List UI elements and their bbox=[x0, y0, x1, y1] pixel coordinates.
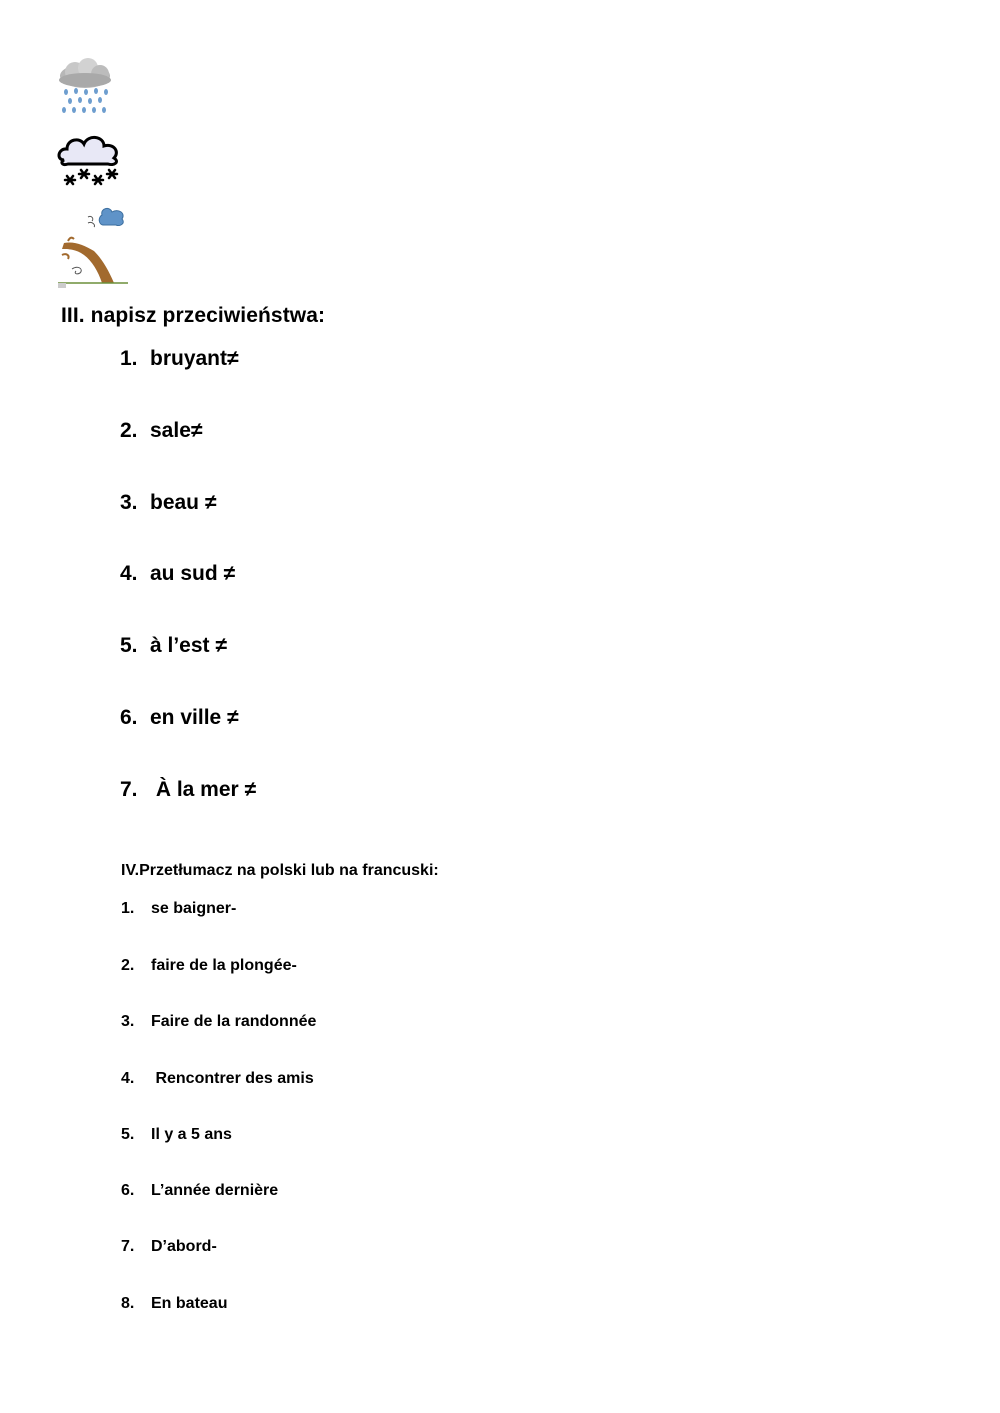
wind-tree-icon bbox=[58, 203, 130, 289]
list-item bbox=[121, 1295, 227, 1313]
item-text: beau ≠ bbox=[150, 491, 217, 514]
list-item bbox=[121, 900, 236, 918]
list-item bbox=[121, 1238, 217, 1256]
item-text: faire de la plongée- bbox=[151, 957, 297, 974]
item-number: 8. bbox=[121, 1295, 135, 1312]
item-number: 5. bbox=[121, 1126, 135, 1143]
list-item bbox=[121, 1182, 278, 1200]
list-item bbox=[121, 1013, 316, 1031]
item-text: Rencontrer des amis bbox=[151, 1070, 314, 1087]
item-text: À la mer ≠ bbox=[150, 778, 257, 801]
list-item bbox=[120, 778, 256, 802]
list-item bbox=[120, 347, 239, 371]
item-text: bruyant≠ bbox=[150, 347, 239, 370]
item-text: En bateau bbox=[151, 1295, 228, 1312]
item-number: 3. bbox=[121, 1013, 135, 1030]
item-text: au sud ≠ bbox=[150, 562, 236, 585]
list-item bbox=[121, 957, 297, 975]
item-number: 6. bbox=[120, 706, 138, 729]
item-number: 2. bbox=[121, 957, 135, 974]
item-number: 7. bbox=[121, 1238, 135, 1255]
list-item bbox=[120, 706, 239, 730]
item-text: L’année dernière bbox=[151, 1182, 279, 1199]
item-number: 4. bbox=[120, 562, 138, 585]
item-text: Il y a 5 ans bbox=[151, 1126, 232, 1143]
item-number: 1. bbox=[120, 347, 138, 370]
item-text: Faire de la randonnée bbox=[151, 1013, 317, 1030]
list-item bbox=[120, 491, 216, 515]
list-item bbox=[121, 1126, 232, 1144]
item-text: D’abord- bbox=[151, 1238, 217, 1255]
item-number: 5. bbox=[120, 634, 138, 657]
item-text: à l’est ≠ bbox=[150, 634, 227, 657]
item-number: 2. bbox=[120, 419, 138, 442]
item-number: 7. bbox=[120, 778, 138, 801]
section-4-title: IV.Przetłumacz na polski lub na francuski: bbox=[121, 862, 439, 879]
item-text: se baigner- bbox=[151, 900, 237, 917]
item-text: en ville ≠ bbox=[150, 706, 239, 729]
section-3-title: III. napisz przeciwieństwa: bbox=[61, 304, 326, 327]
list-item bbox=[120, 419, 202, 443]
snow-cloud-icon bbox=[56, 130, 124, 192]
item-number: 4. bbox=[121, 1070, 135, 1087]
list-item bbox=[120, 634, 227, 658]
list-item bbox=[120, 562, 235, 586]
list-item bbox=[121, 1070, 314, 1088]
item-number: 3. bbox=[120, 491, 138, 514]
item-number: 1. bbox=[121, 900, 135, 917]
rain-cloud-icon bbox=[56, 58, 114, 120]
item-text: sale≠ bbox=[150, 419, 203, 442]
item-number: 6. bbox=[121, 1182, 135, 1199]
